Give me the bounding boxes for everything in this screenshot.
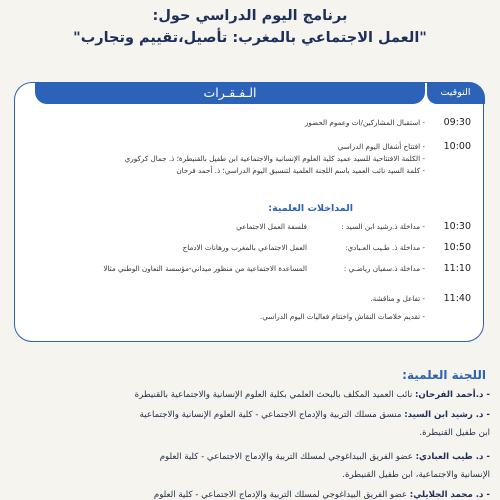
member-role: نائب العميد المكلف بالبحث العلمي بكلية العلوم الإنسانية والاجتماعية بالقنيطرة [134,390,415,400]
row-description [21,293,425,323]
time-column-header: التوقيت [427,82,485,104]
talk-speaker: - مداخلة ذ. طـيب العـبادي: [345,243,425,252]
committee-line [6,388,490,402]
row-line: - تفاعل و مناقشة. [370,294,425,303]
section-title: المداخلات العلمية: [268,203,353,214]
member-role: عضو الفريق البيداغوجي لمسلك التربية والإدماج الاجتماعي - كلية العلوم [153,490,410,500]
row-description [21,263,425,275]
row-line: - كلمة السيد نائب العميد باسم اللجنة العلمية لتنسيق اليوم الدراسي؛ ذ. أحمد فرحان [176,166,425,175]
program-row [21,293,471,323]
talk-row [21,242,471,254]
member-name: - د. محمد الجلايلي: [409,490,490,500]
member-role: منسق مسلك التربية والإدماج الاجتماعي - كلية العلوم الإنسانية والاجتماعية [139,410,405,420]
row-line: - الكلمة الافتتاحية للسيد عميد كلية العلوم الإنسانية والاجتماعية ابن طفيل بالقنيطرة؛ ذ. جمال كركوري [124,154,425,163]
row-description [21,242,425,254]
member-role: الإنسانية والاجتماعية، ابن طفيل القنيطرة. [342,470,490,480]
talk-speaker: - مداخلة ذ.رشيد ابن السيد : [341,222,425,231]
row-description [21,141,425,177]
committee-line [6,488,490,500]
member-name: - د.أحمد الفرحان: [415,390,490,400]
title-line-1: برنامج اليوم الدراسي حول: [152,8,348,24]
program-header: الـفـقـرات [35,82,425,104]
member-role: عضو الفريق البيداغوجي لمسلك التربية والإدماج الاجتماعي - كلية العلوم [159,452,416,462]
row-line: - افتتاح أشغال اليوم الدراسي [337,142,425,151]
talk-row [21,221,471,233]
program-row [21,141,471,177]
row-time: 11:10 [443,263,471,274]
row-line: - تقديم خلاصات النقاش واختتام فعاليات اليوم الدراسي. [259,312,425,321]
committee-line [6,426,490,440]
row-time: 11:40 [443,293,471,304]
title-line-2: "العمل الاجتماعي بالمغرب: تأصيل،تقييم وتجارب" [73,30,427,46]
talk-row [21,263,471,275]
committee-title: اللجنة العلمية: [402,368,486,382]
talk-topic: المساعدة الاجتماعية من منظور ميداني-مؤسسة التعاون الوطني مثالا [103,264,307,273]
row-line: - استقبال المشاركين/ات وعموم الحضور [304,118,425,127]
row-time: 10:30 [443,221,471,232]
program-card [14,82,484,342]
committee-line [6,450,490,464]
row-description [21,117,425,129]
page-title [0,6,500,48]
talk-topic: فلسفة العمل الاجتماعي [236,222,307,231]
member-name: - د. طيب العبادي: [415,452,490,462]
row-description [21,221,425,233]
program-row [21,117,471,129]
talk-speaker: - مداخلة ذ.سفيان رياضـي : [343,264,425,273]
row-time: 10:50 [443,242,471,253]
member-name: - د. رشيد ابن السيد: [404,410,490,420]
row-time: 09:30 [443,117,471,128]
row-time: 10:00 [443,141,471,152]
committee-line [6,408,490,422]
member-role: ابن طفيل القنيطرة. [419,428,490,438]
committee-line [6,468,490,482]
talk-topic: العمل الاجتماعي بالمغرب ورهانات الادماج [182,243,307,252]
